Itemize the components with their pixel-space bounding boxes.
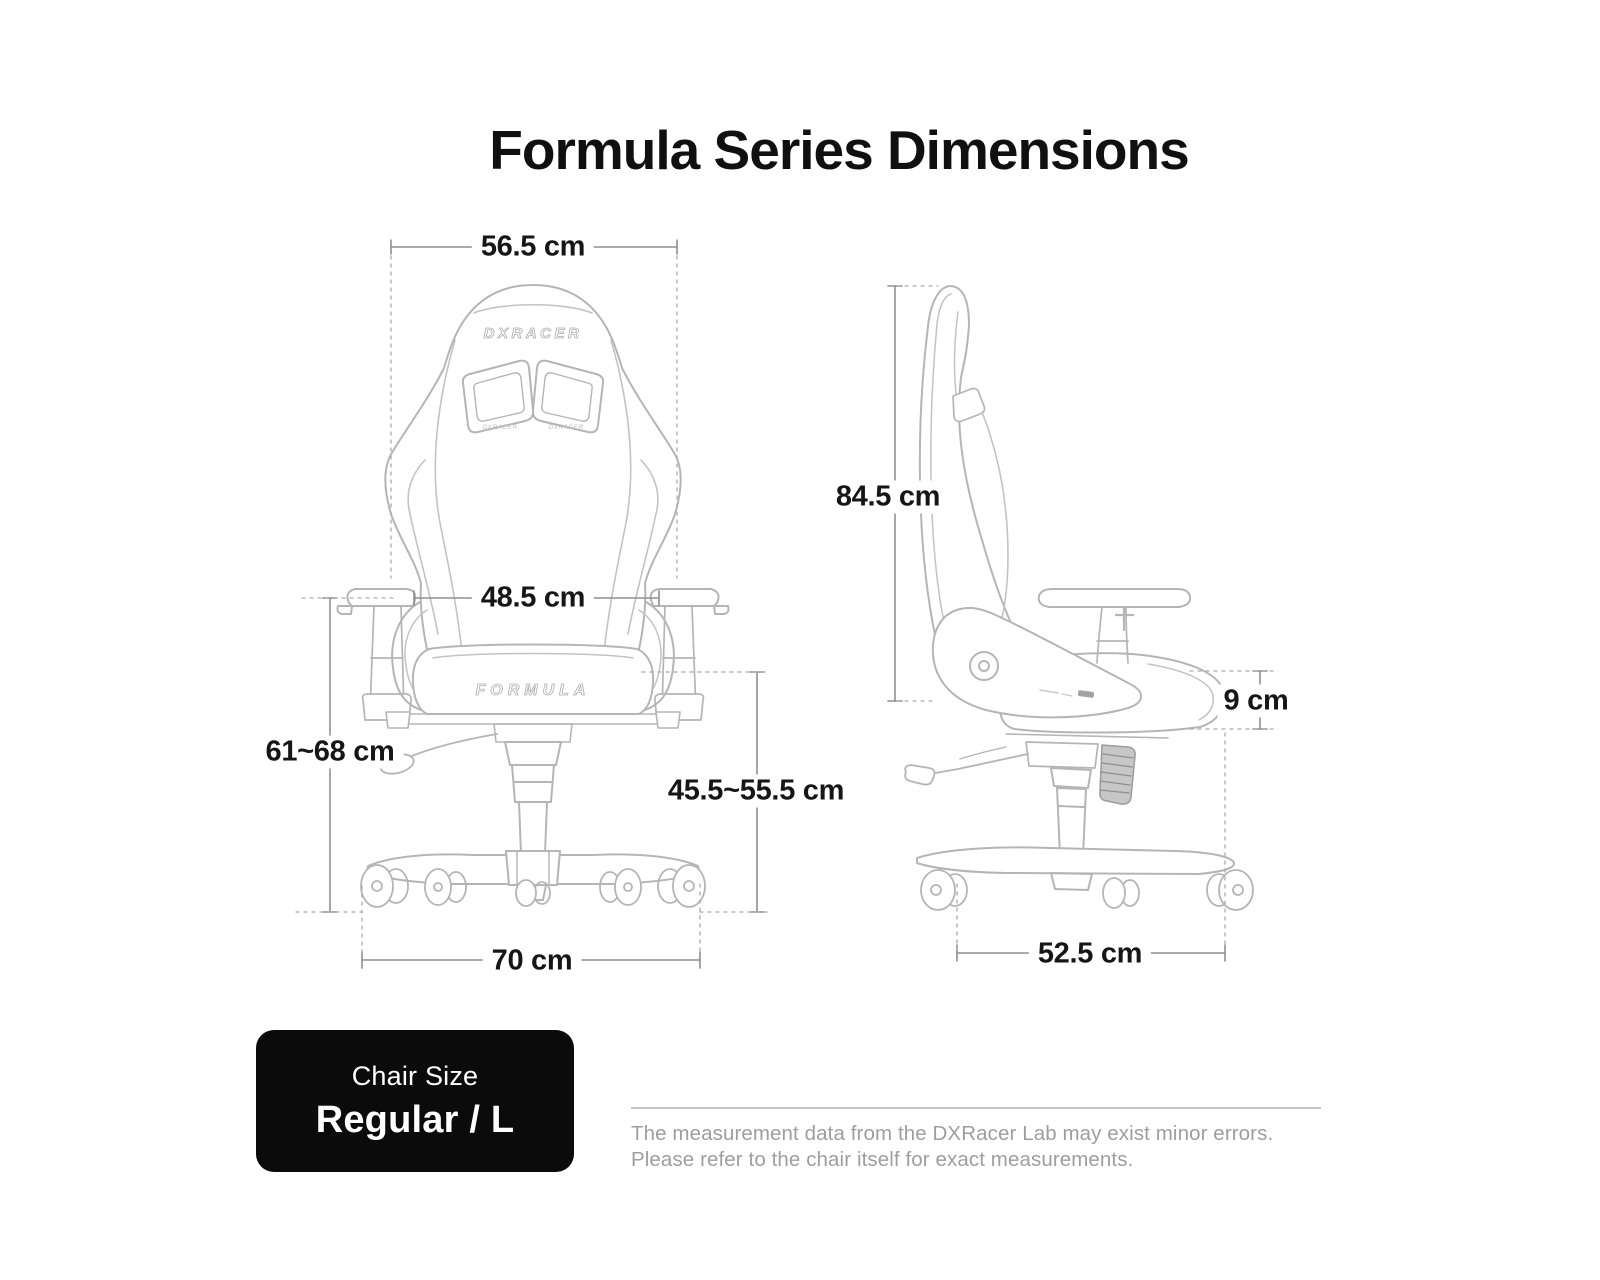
chair-size-label: Chair Size	[351, 1060, 479, 1091]
dimension-label-armrest-inner-width: 48.5 cm	[472, 582, 594, 615]
dimension-label-backrest-width: 56.5 cm	[472, 231, 594, 264]
dimension-label-base-depth: 52.5 cm	[1029, 938, 1151, 971]
side-backrest-outline	[920, 286, 1018, 648]
svg-text:DXRACER: DXRACER	[482, 424, 518, 431]
chair-size-value: Regular / L	[315, 1098, 515, 1141]
dimension-label-backrest-height: 84.5 cm	[827, 481, 949, 514]
dimension-label-armrest-height: 61~68 cm	[256, 736, 403, 769]
chair-size-card	[256, 1030, 574, 1172]
dimension-label-seat-thickness: 9 cm	[1218, 685, 1295, 718]
side-view-drawing	[905, 286, 1253, 910]
page-title: Formula Series Dimensions	[489, 119, 1189, 181]
disclaimer-line-2: Please refer to the chair itself for exact measurements.	[631, 1148, 1134, 1171]
dimension-label-base-width: 70 cm	[483, 945, 582, 978]
disclaimer-divider	[631, 1107, 1321, 1109]
side-armrest-pad	[1039, 589, 1190, 607]
front-seat-cushion	[413, 645, 653, 715]
svg-text:DXRACER: DXRACER	[548, 424, 584, 431]
disclaimer-text	[631, 1121, 1331, 1173]
backrest-logo-text: DXRACER	[483, 325, 583, 342]
side-base	[917, 847, 1234, 874]
seat-logo-text: FORMULA	[475, 682, 591, 699]
dimension-label-seat-height: 45.5~55.5 cm	[659, 775, 853, 808]
disclaimer-line-1: The measurement data from the DXRacer Lab may exist minor errors.	[631, 1122, 1274, 1145]
front-backrest-outline	[385, 285, 681, 692]
